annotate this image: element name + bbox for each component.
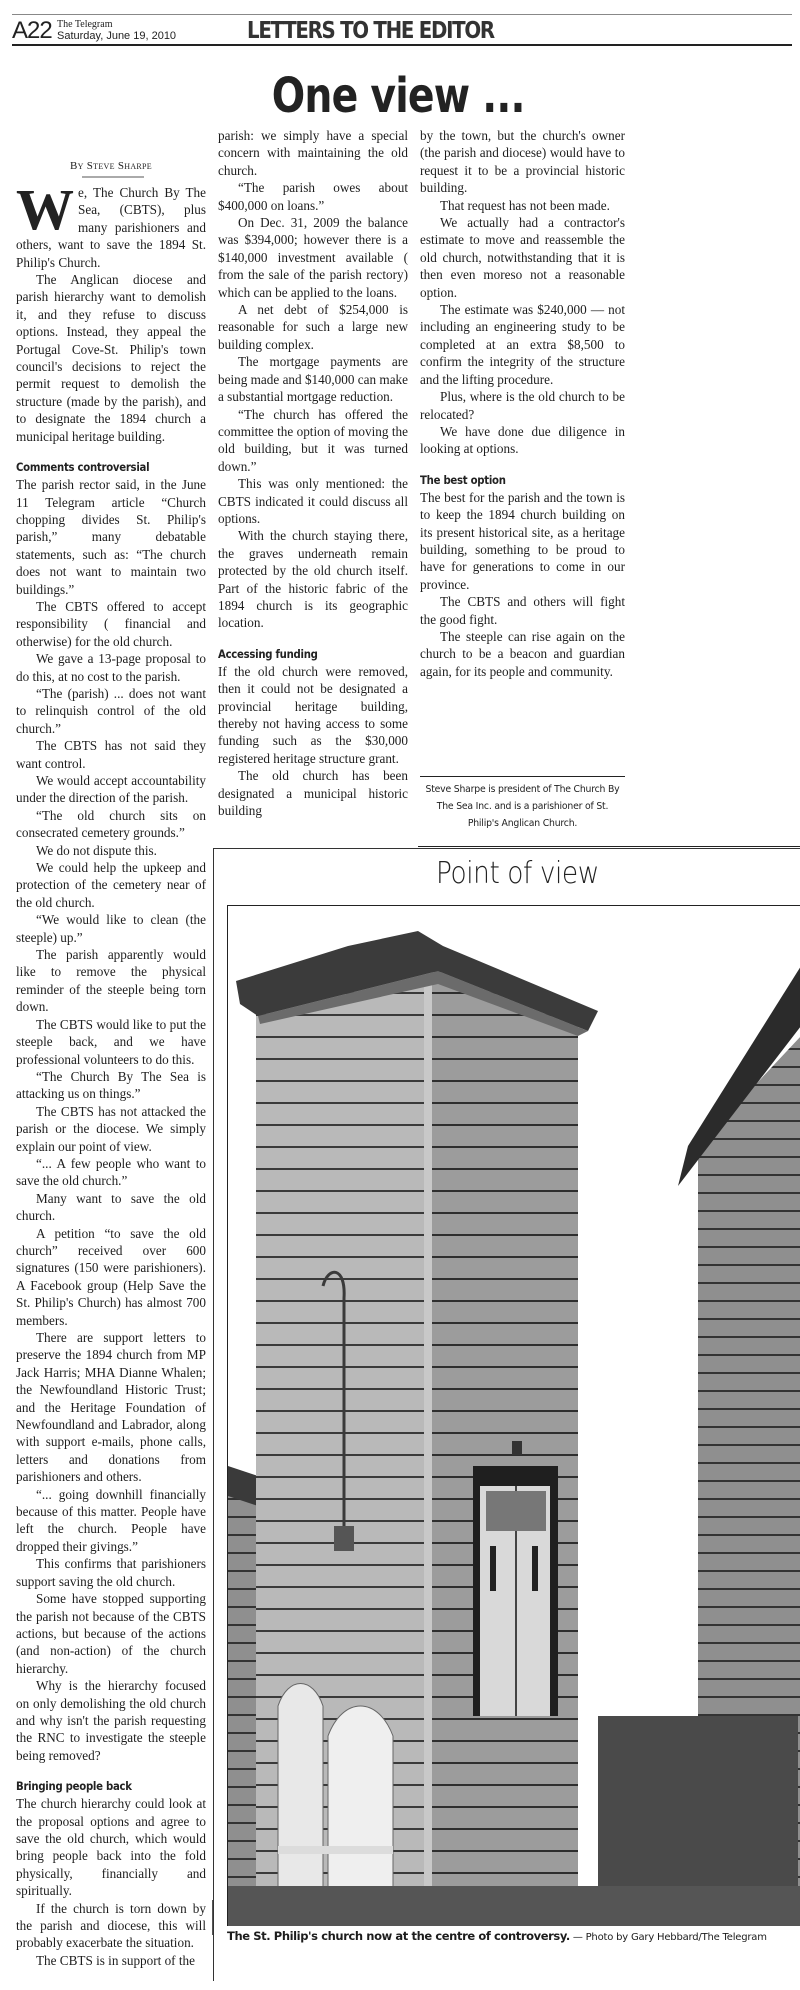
paragraph: On Dec. 31, 2009 the balance was $394,000; however there is a $140,000 investment available ( from the sale of the parish rectory) which can be applied to the loans. — [218, 215, 408, 300]
paragraph: by the town, but the church's owner (the parish and diocese) would have to request it to be a provincial historic building. — [420, 128, 625, 196]
church-photo — [227, 905, 800, 1926]
article-column-1 — [16, 177, 206, 1969]
paragraph: This confirms that parishioners support saving the old church. — [16, 1556, 206, 1589]
paragraph: Many want to save the old church. — [16, 1190, 206, 1224]
paragraph: “The Church By The Sea is attacking us on things.” — [16, 1068, 206, 1102]
paragraph: We would accept accountability under the direction of the parish. — [16, 773, 206, 806]
page-number: A22 — [12, 17, 52, 44]
paragraph: The CBTS has not attacked the parish or the diocese. We simply explain our point of view. — [16, 1103, 206, 1154]
paragraph: The Anglican diocese and parish hierarchy want to demolish it, and they refuse to discuss options. Instead, they appeal the Portugal Cove-St. Philip's town council's decisions to reject the permit request to demolish the structure (made by the parish), and to designate the 1894 church a municipal heritage building. — [16, 272, 206, 444]
paragraph: The old church has been designated a municipal historic building — [218, 768, 408, 819]
paragraph: The CBTS and others will fight the good fight. — [420, 594, 625, 627]
paragraph: The CBTS is in support of the — [36, 1952, 195, 1968]
bio-bottom-rule — [418, 846, 800, 847]
paragraph: The mortgage payments are being made and $140,000 can make a substantial mortgage reduction. — [218, 354, 408, 405]
paragraph: “The church has offered the committee the option of moving the old building, but it was turned down.” — [218, 406, 408, 474]
lead-paragraph — [16, 177, 206, 271]
article-headline: One view ... — [271, 68, 525, 124]
paragraph: With the church staying there, the graves underneath remain protected by the old church itself. Part of the historic fabric of the 1894 church is its geographic location. — [218, 528, 408, 631]
paragraph: This was only mentioned: the CBTS indicated it could discuss all options. — [218, 476, 408, 526]
paragraph: We could help the upkeep and protection of the cemetery near of the old church. — [16, 860, 206, 910]
church-steeple-illustration — [228, 906, 800, 1926]
paragraph: Some have stopped supporting the parish not because of the CBTS actions, but because of the actions (and non-action) of the church hierarchy. — [16, 1591, 206, 1676]
paragraph: If the church is torn down by the parish and diocese, this will probably exacerbate the situation. — [16, 1900, 206, 1951]
paragraph: That request has not been made. — [440, 197, 610, 213]
byline-rule — [82, 176, 144, 178]
bio-rule — [420, 776, 625, 777]
paragraph: There are support letters to preserve the 1894 church from MP Jack Harris; MHA Dianne Whalen; the Newfoundland Historic Trust; and the Heritage Foundation of Newfoundland and Labrador, along with support e-mails, phone calls, letters and donations from parishioners and others. — [16, 1330, 206, 1485]
masthead-top-rule — [12, 14, 792, 15]
paragraph: parish: we simply have a special concern with maintaining the old church. — [218, 128, 408, 178]
paragraph: We do not dispute this. — [36, 842, 157, 858]
paragraph: “The parish owes about $400,000 on loans.” — [218, 180, 408, 213]
paragraph: If the old church were removed, then it could not be designated a provincial heritage building, thereby not having access to some funding such as the $30,000 registered heritage structure grant. — [218, 663, 408, 766]
article-column-2 — [218, 127, 408, 819]
paragraph: Why is the hierarchy focused on only demolishing the old church and why isn't the parish requesting the RNC to investigate the steeple being removed? — [16, 1678, 206, 1763]
author-bio: Steve Sharpe is president of The Church By The Sea Inc. and is a parishioner of St. Philip's Anglican Church. — [425, 784, 620, 829]
paragraph: The church hierarchy could look at the proposal options and agree to save the old church, which would bring people back into the fold physically, financially and spiritually. — [16, 1796, 206, 1899]
caption-text: The St. Philip's church now at the centre of controversy. — [227, 1929, 570, 1943]
paragraph: The parish rector said, in the June 11 Telegram article “Church chopping divides St. Philip's parish,” many debatable statements, such as: “The church does not want to maintain two buildings.” — [16, 477, 206, 597]
paragraph: “... going downhill financially because of this matter. People have left the church. People have dropped their givings.” — [16, 1486, 206, 1554]
masthead — [12, 18, 792, 46]
paragraph: A net debt of $254,000 is reasonable for such a large new building complex. — [218, 302, 408, 352]
article-column-3 — [420, 127, 625, 680]
drop-cap: W — [16, 177, 74, 242]
paragraph: “... A few people who want to save the old church.” — [16, 1155, 206, 1189]
paragraph: “The old church sits on consecrated cemetery grounds.” — [16, 807, 206, 841]
paragraph: We actually had a contractor's estimate to move and reassemble the old church, notwithstanding that it is then even moreso not a reasonable option. — [420, 215, 625, 300]
paragraph: We gave a 13-page proposal to do this, at no cost to the parish. — [16, 651, 206, 684]
paragraph: We have done due diligence in looking at options. — [420, 423, 625, 457]
subheading: Bringing people back — [16, 1779, 132, 1794]
paragraph: The steeple can rise again on the church to be a beacon and guardian again, for its people and community. — [420, 628, 625, 679]
point-of-view-label: Point of view — [436, 856, 599, 891]
byline: By Steve Sharpe — [69, 160, 152, 172]
paper-name: The Telegram — [57, 19, 113, 30]
photo-caption — [227, 1928, 800, 1946]
paragraph: The CBTS has not said they want control. — [16, 738, 206, 771]
photo-credit: — Photo by Gary Hebbard/The Telegram — [569, 1932, 767, 1943]
paragraph: “We would like to clean (the steeple) up.” — [16, 912, 206, 945]
paragraph: The parish apparently would like to remove the physical reminder of the steeple being torn down. — [16, 947, 206, 1015]
paragraph: A petition “to save the old church” received over 600 signatures (150 were parishioners). A Facebook group (Help Save the St. Philip's Church) has almost 700 members. — [16, 1225, 206, 1328]
paragraph: Plus, where is the old church to be relocated? — [420, 389, 625, 422]
paragraph: The estimate was $240,000 — not including an engineering study to be completed at an extra $8,500 to confirm the integrity of the structure and the lifting procedure. — [420, 302, 625, 387]
paragraph: The best for the parish and the town is to keep the 1894 church building on its present historical site, as a heritage building, something to be proud to have for generations to come in our province. — [420, 489, 625, 592]
section-title: LETTERS TO THE EDITOR — [247, 18, 494, 44]
paragraph: The CBTS would like to put the steeple back, and we have professional volunteers to do this. — [16, 1016, 206, 1067]
subheading: The best option — [420, 472, 506, 487]
paragraph: The CBTS offered to accept responsibility ( financial and otherwise) for the old church. — [16, 598, 206, 649]
paragraph: “The (parish) ... does not want to relinquish control of the old church.” — [16, 685, 206, 736]
issue-date: Saturday, June 19, 2010 — [57, 30, 177, 42]
subheading: Accessing funding — [218, 646, 318, 661]
subheading: Comments controversial — [16, 460, 150, 475]
lead-text: e, The Church By The Sea, (CBTS), plus many parishioners and others, want to save the 1894 St. Philip's Church. — [16, 185, 206, 270]
